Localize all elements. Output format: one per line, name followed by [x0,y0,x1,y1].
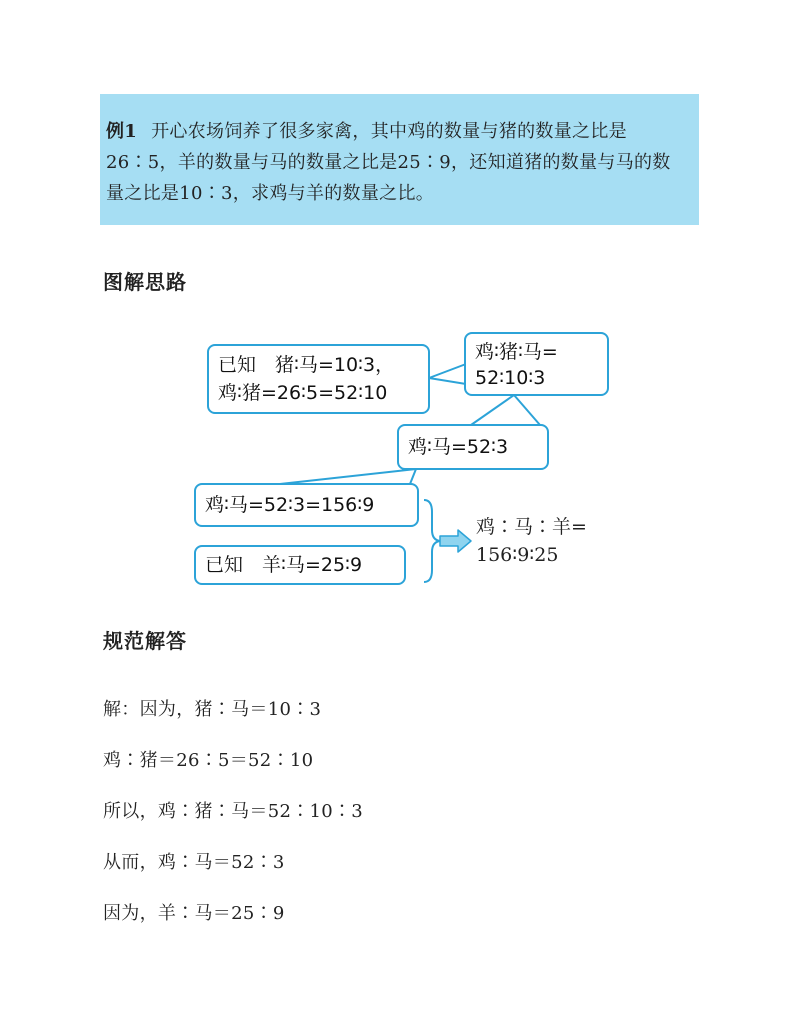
curly-brace [424,500,440,582]
problem-text-1: 开心农场饲养了很多家禽，其中鸡的数量与猪的数量之比是 [151,121,627,142]
connector-chicken-horse [280,469,416,484]
box-known-line-2: 鸡∶猪=26∶5=52∶10 [218,382,388,404]
box-combined [464,332,609,396]
example-label: 例1 [106,121,138,142]
result-ratio [476,513,587,569]
box-known [207,344,430,414]
box-sheep-text: 已知 羊∶马=25∶9 [205,554,363,576]
problem-line-3: 量之比是10∶3，求鸡与羊的数量之比。 [106,183,435,204]
solution-line-3: 所以，鸡∶猪∶马＝52∶10∶3 [103,801,364,822]
connector-combined [471,395,514,425]
box-combined-line-1: 鸡∶猪∶马= [475,341,558,363]
connector-combined-2 [514,395,540,425]
solution-line-2: 鸡∶猪＝26∶5＝52∶10 [103,750,314,771]
box-chicken-horse-text: 鸡∶马=52∶3 [408,436,509,458]
box-known-line-1: 已知 猪∶马=10∶3， [218,354,395,376]
bubble-tail-known [429,364,466,384]
box-chicken-horse [397,424,549,470]
problem-box [100,94,699,225]
result-line-2: 156∶9∶25 [476,544,559,566]
box-scaled-text: 鸡∶马=52∶3=156∶9 [205,494,375,516]
connector-chicken-horse-2 [410,469,416,484]
solution-line-5: 因为，羊∶马＝25∶9 [103,903,285,924]
box-scaled [194,483,419,527]
box-sheep [194,545,406,585]
problem-line-1 [106,116,693,147]
diagram-section-title: 图解思路 [103,270,187,294]
solution-section-title: 规范解答 [103,629,187,653]
box-combined-line-2: 52∶10∶3 [475,367,546,389]
right-arrow [440,530,471,552]
solution-line-1: 解：因为，猪∶马＝10∶3 [103,699,322,720]
solution-line-4: 从而，鸡∶马＝52∶3 [103,852,285,873]
result-line-1: 鸡∶马∶羊= [476,516,587,538]
problem-line-2: 26∶5，羊的数量与马的数量之比是25∶9，还知道猪的数量与马的数 [106,152,671,173]
